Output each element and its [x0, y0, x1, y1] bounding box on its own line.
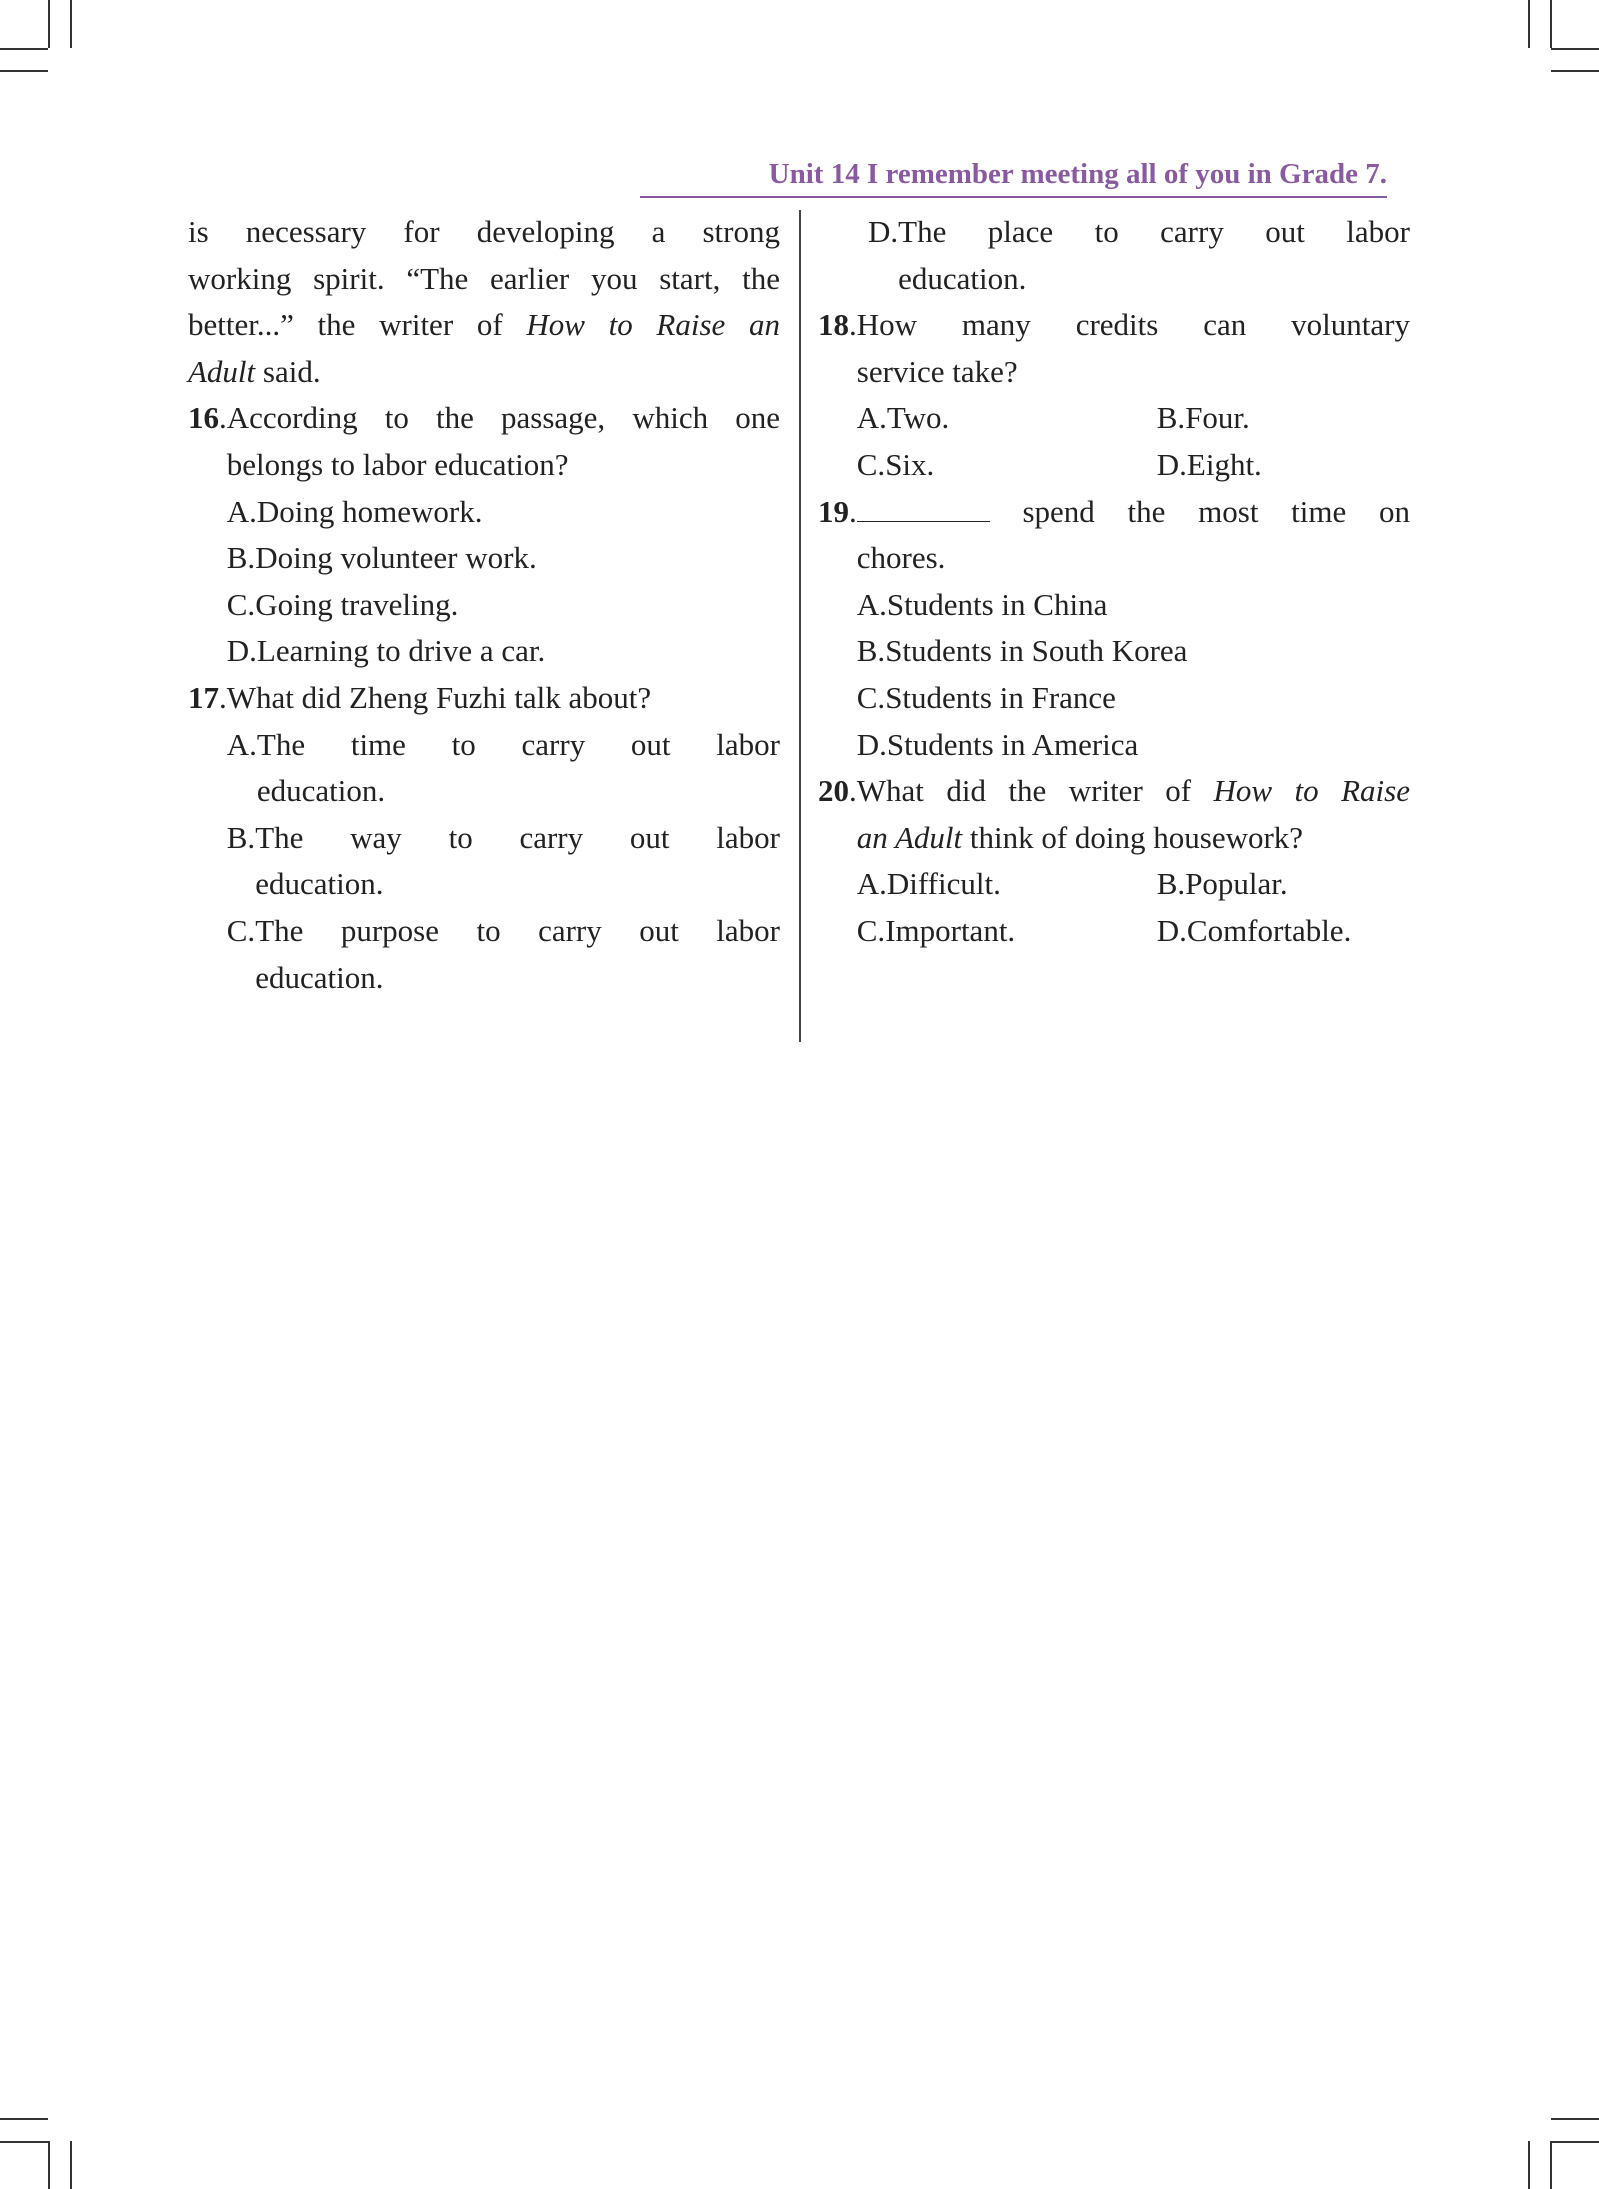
option[interactable]: B. Doing volunteer work. — [226, 540, 537, 576]
continued-paragraph — [188, 209, 780, 395]
option[interactable]: B. Popular. — [1156, 866, 1288, 902]
option[interactable]: D. Students in America — [856, 726, 1139, 762]
left-column — [188, 209, 780, 1001]
option[interactable]: D. Comfortable. — [1156, 912, 1352, 948]
crop-mark — [70, 0, 72, 48]
option[interactable]: B. Students in South Korea — [856, 633, 1188, 669]
text-line: Adult said. — [188, 353, 321, 389]
option[interactable]: C. Students in France — [856, 679, 1116, 715]
crop-mark — [0, 70, 48, 72]
book-title: How to Raise an — [526, 307, 780, 343]
option[interactable]: C. Going traveling. — [226, 586, 459, 622]
question-text: spend the most time on — [857, 489, 1410, 536]
option[interactable]: A. Two. — [856, 400, 950, 436]
crop-mark — [0, 48, 48, 50]
question-20 — [818, 768, 1410, 954]
option[interactable]: A. The time to carry out labor education. — [226, 726, 780, 809]
option[interactable]: B. The way to carry out labor education. — [226, 819, 780, 902]
crop-mark — [1551, 48, 1599, 50]
question-number: 17. — [188, 679, 227, 715]
question-text: How many credits can voluntary — [856, 307, 1410, 343]
crop-mark — [48, 2141, 50, 2189]
question-text: chores. — [856, 540, 946, 576]
question-number: 18. — [818, 307, 857, 343]
option[interactable]: B. Four. — [1156, 400, 1250, 436]
crop-mark — [0, 2141, 48, 2143]
book-title: How to Raise — [1213, 773, 1410, 809]
option[interactable]: A. Students in China — [856, 586, 1108, 622]
option[interactable]: A. Doing homework. — [226, 493, 483, 529]
book-title: Adult — [188, 353, 256, 389]
question-18 — [818, 302, 1410, 488]
question-text: an Adult think of doing housework? — [856, 819, 1304, 855]
question-text: belongs to labor education? — [226, 446, 569, 482]
question-number: 20. — [818, 773, 857, 809]
answer-blank[interactable] — [857, 491, 990, 522]
question-number: 16. — [188, 400, 227, 436]
crop-mark — [70, 2141, 72, 2189]
crop-mark — [1551, 2118, 1599, 2120]
running-head: Unit 14 I remember meeting all of you in Grade 7. — [768, 158, 1387, 190]
question-text: What did the writer of How to Raise — [856, 773, 1410, 809]
question-19 — [818, 489, 1410, 769]
crop-mark — [1528, 0, 1530, 48]
crop-mark — [1551, 70, 1599, 72]
option[interactable]: A. Difficult. — [856, 866, 1001, 902]
text-line: better...” the writer of How to Raise an — [188, 307, 780, 343]
option[interactable]: D. Eight. — [1156, 446, 1262, 482]
crop-mark — [1528, 2141, 1530, 2189]
text-line: working spirit. “The earlier you start, the — [188, 260, 780, 296]
book-title: an Adult — [856, 819, 963, 855]
question-16 — [188, 395, 780, 675]
option[interactable]: C. Six. — [856, 446, 935, 482]
question-17 — [188, 675, 780, 1001]
text-line: is necessary for developing a strong — [188, 214, 780, 249]
column-divider — [799, 210, 801, 1042]
right-column — [818, 209, 1410, 955]
crop-mark — [0, 2118, 48, 2120]
question-text: What did Zheng Fuzhi talk about? — [226, 679, 652, 715]
crop-mark — [1550, 0, 1552, 48]
crop-mark — [1550, 2141, 1552, 2189]
option[interactable]: D. The place to carry out labor education. — [868, 214, 1410, 296]
option[interactable]: C. The purpose to carry out labor education. — [226, 912, 780, 995]
question-text: According to the passage, which one — [226, 400, 780, 436]
question-number: 19. — [818, 493, 857, 529]
option[interactable]: D. Learning to drive a car. — [226, 633, 546, 669]
crop-mark — [1551, 2141, 1599, 2143]
running-head-rule — [640, 196, 1387, 198]
option[interactable]: C. Important. — [856, 912, 1016, 948]
crop-mark — [48, 0, 50, 48]
question-text: service take? — [856, 353, 1018, 389]
